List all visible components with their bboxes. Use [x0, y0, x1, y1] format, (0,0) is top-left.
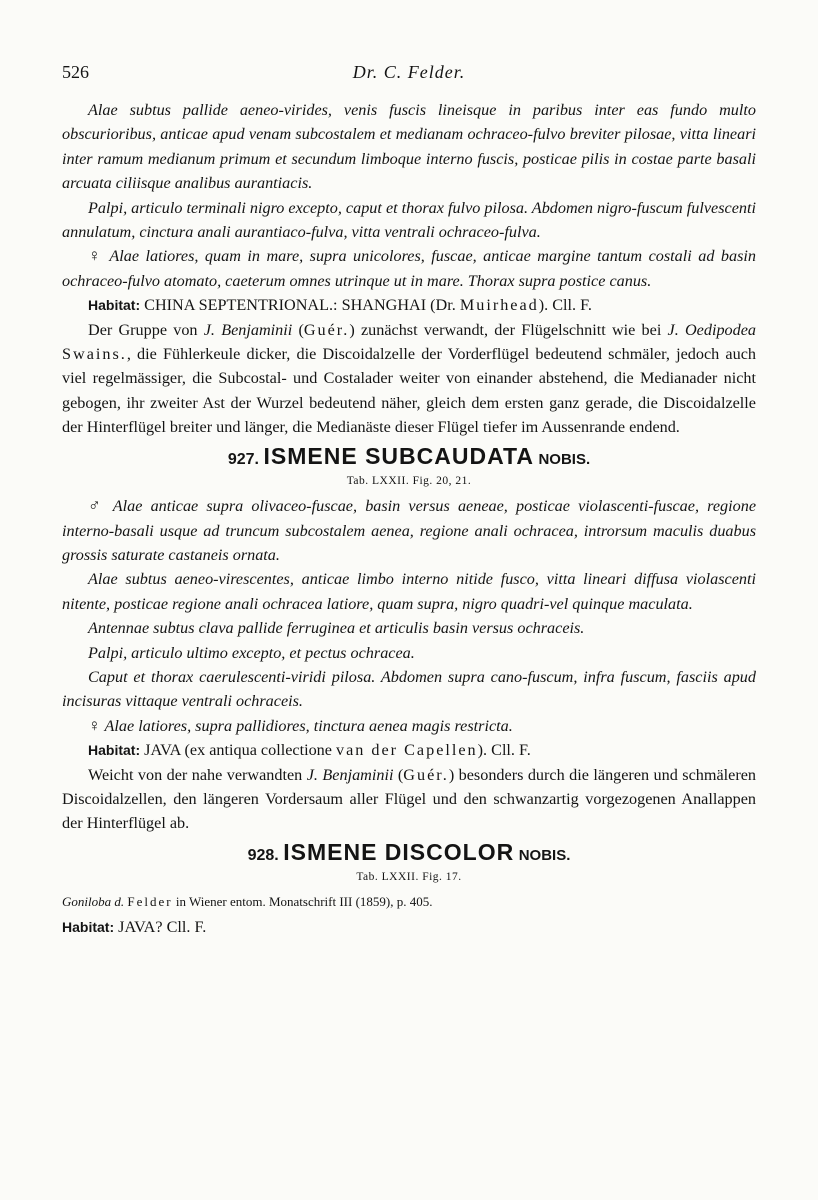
habitat-text-end: ). Cll. F.: [477, 741, 531, 760]
species-name: ISMENE SUBCAUDATA: [263, 442, 534, 469]
description-text: Alae anticae supra olivaceo-fuscae, basin versus aeneae, posticae violascenti-fuscae, regione interno-basali usque ad truncum subcostalem aenea, regione anali ochracea, introrsum maculis duabus grossis saturate castaneis ornata.: [62, 497, 757, 564]
collector-name: van der Capellen: [335, 741, 478, 760]
species-heading: [62, 444, 756, 472]
running-title: Dr. C. Felder.: [352, 62, 466, 82]
german-remark: Der Gruppe von J. Benjaminii (Guér.) zunächst verwandt, der Flügelschnitt wie bei J. Oedipodea Swains., die Fühlerkeule dicker, die Discoidalzelle der Vorderflügel bedeutend schmäler, jedoch auch viel regelmässiger, die Subcostal- und Costalader weiter von einander abstehend, die Medianader nicht gebogen, ihr zweiter Ast der Wurzel bedeutend näher, gleich dem ersten ganz gerade, die Discoidalzelle der Hinterflügel breiter und länger, die Medianäste dieser Flügel tiefer im Aussenrande endend.: [62, 320, 757, 437]
male-symbol: ♂: [88, 496, 105, 516]
synonym-name: Goniloba d.: [62, 894, 125, 910]
author-name: Felder: [127, 894, 173, 910]
citation-text: in Wiener entom. Monatschrift III (1859), p. 405.: [175, 894, 433, 910]
habitat-label: Habitat:: [88, 297, 141, 314]
habitat-text-end: ). Cll. F.: [538, 296, 592, 315]
species-reference: J. Oedipodea: [667, 320, 757, 339]
page-number: 526: [62, 62, 89, 82]
male-description: [62, 494, 756, 567]
author-name: Guér.: [303, 320, 350, 339]
habitat-label: Habitat:: [62, 918, 115, 935]
remark-text: zunächst verwandt, der Flügelschnitt wie bei: [360, 320, 662, 339]
female-symbol: ♀: [88, 246, 104, 266]
species-author: NOBIS.: [538, 450, 591, 468]
description-paragraph: Palpi, articulo terminali nigro excepto, caput et thorax fulvo pilosa. Abdomen nigro-fuscum fulvescenti annulatum, cinctura anali aurantiaco-fulva, vitta ventrali ochraceo-fulva.: [62, 198, 756, 242]
habitat-text: CHINA SEPTENTRIONAL.: SHANGHAI (Dr.: [144, 296, 456, 315]
habitat-text: JAVA (ex antiqua collectione: [144, 741, 332, 760]
species-heading: [62, 840, 756, 868]
german-remark: Weicht von der nahe verwandten J. Benjaminii (Guér.) besonders durch die längeren und schmäleren Discoidalzellen, den längeren Vordersaum aller Flügel und den schwanzartig vorgezogenen Anallappen der Hinterflügel ab.: [62, 765, 756, 833]
description-text: Alae latiores, supra pallidiores, tinctura aenea magis restricta.: [104, 716, 513, 735]
species-number: 928.: [247, 846, 279, 864]
habitat-text: JAVA? Cll. F.: [118, 917, 207, 936]
species-number: 927.: [227, 450, 259, 468]
habitat-line: [62, 915, 756, 939]
description-text: Alae latiores, quam in mare, supra unicolores, fuscae, anticae margine tantum costali ad basin ochraceo-fulvo atomato, caeterum omnes utrinque ut in mare. Thorax supra postice canus.: [62, 247, 756, 290]
remark-text: Der Gruppe von: [88, 320, 198, 339]
description-paragraph: Palpi, articulo ultimo excepto, et pectus ochracea.: [88, 643, 415, 662]
plate-reference: Tab. LXXII. Fig. 20, 21.: [346, 475, 472, 488]
remark-text: Weicht von der nahe verwandten: [88, 765, 303, 784]
habitat-line: [62, 293, 756, 317]
species-author: NOBIS.: [518, 846, 571, 864]
collector-name: Muirhead: [459, 296, 539, 315]
author-name: Swains.: [62, 345, 127, 364]
description-paragraph: Antennae subtus clava pallide ferruginea et articulis basin versus ochraceis.: [88, 619, 585, 638]
page-content: [62, 98, 756, 939]
remark-text: , die Fühlerkeule dicker, die Discoidalzelle der Vorderflügel bedeutend schmäler, jedoch auch viel regelmässiger, die Subcostal- und Costalader weiter von einander abstehend, die Medianader nicht gebogen, ihr zweiter Ast der Wurzel bedeutend näher, gleich dem ersten ganz gerade, die Discoidalzelle der Hinterflügel breiter und länger, die Medianäste dieser Flügel tiefer im Aussenrande endend.: [62, 345, 756, 437]
description-paragraph: Alae subtus aeneo-virescentes, anticae limbo interno nitide fusco, vitta lineari diffusa violascenti nitente, posticae regione anali ochracea latiore, quam supra, nigro quadri-vel quinque maculata.: [62, 570, 756, 613]
habitat-label: Habitat:: [88, 742, 141, 759]
female-symbol: ♀: [88, 715, 101, 735]
page-header: [62, 62, 756, 88]
description-paragraph: Alae subtus pallide aeneo-virides, venis fuscis lineisque in paribus inter eas fundo multo obscurioribus, anticae apud venam subcostalem et medianam ochraceo-fulvo breviter pilosae, vitta lineari inter ramum medianum primum et secundum limboque interno fuscis, posticae pilis in costae parte basali arcuata ciliisque analibus aurantiacis.: [62, 101, 756, 193]
plate-reference: Tab. LXXII. Fig. 17.: [356, 871, 462, 884]
description-paragraph: Caput et thorax caerulescenti-viridi pilosa. Abdomen supra cano-fuscum, infra fuscum, fasciis apud incisuras vittaque ventrali ochraceis.: [62, 667, 756, 711]
author-name: Guér.: [403, 765, 449, 784]
remark-text: besonders durch die längeren und schmäleren Discoidalzellen, den längeren Vordersaum aller Flügel und den schwanzartig vorgezogenen Anallappen der Hinterflügel ab.: [62, 765, 756, 833]
species-name: ISMENE DISCOLOR: [283, 838, 515, 865]
female-description: [62, 714, 756, 738]
synonym-line: [62, 890, 756, 914]
habitat-line: [62, 738, 756, 762]
female-description: [62, 244, 756, 293]
species-reference: J. Benjaminii: [306, 765, 394, 784]
species-reference: J. Benjaminii: [203, 320, 293, 339]
